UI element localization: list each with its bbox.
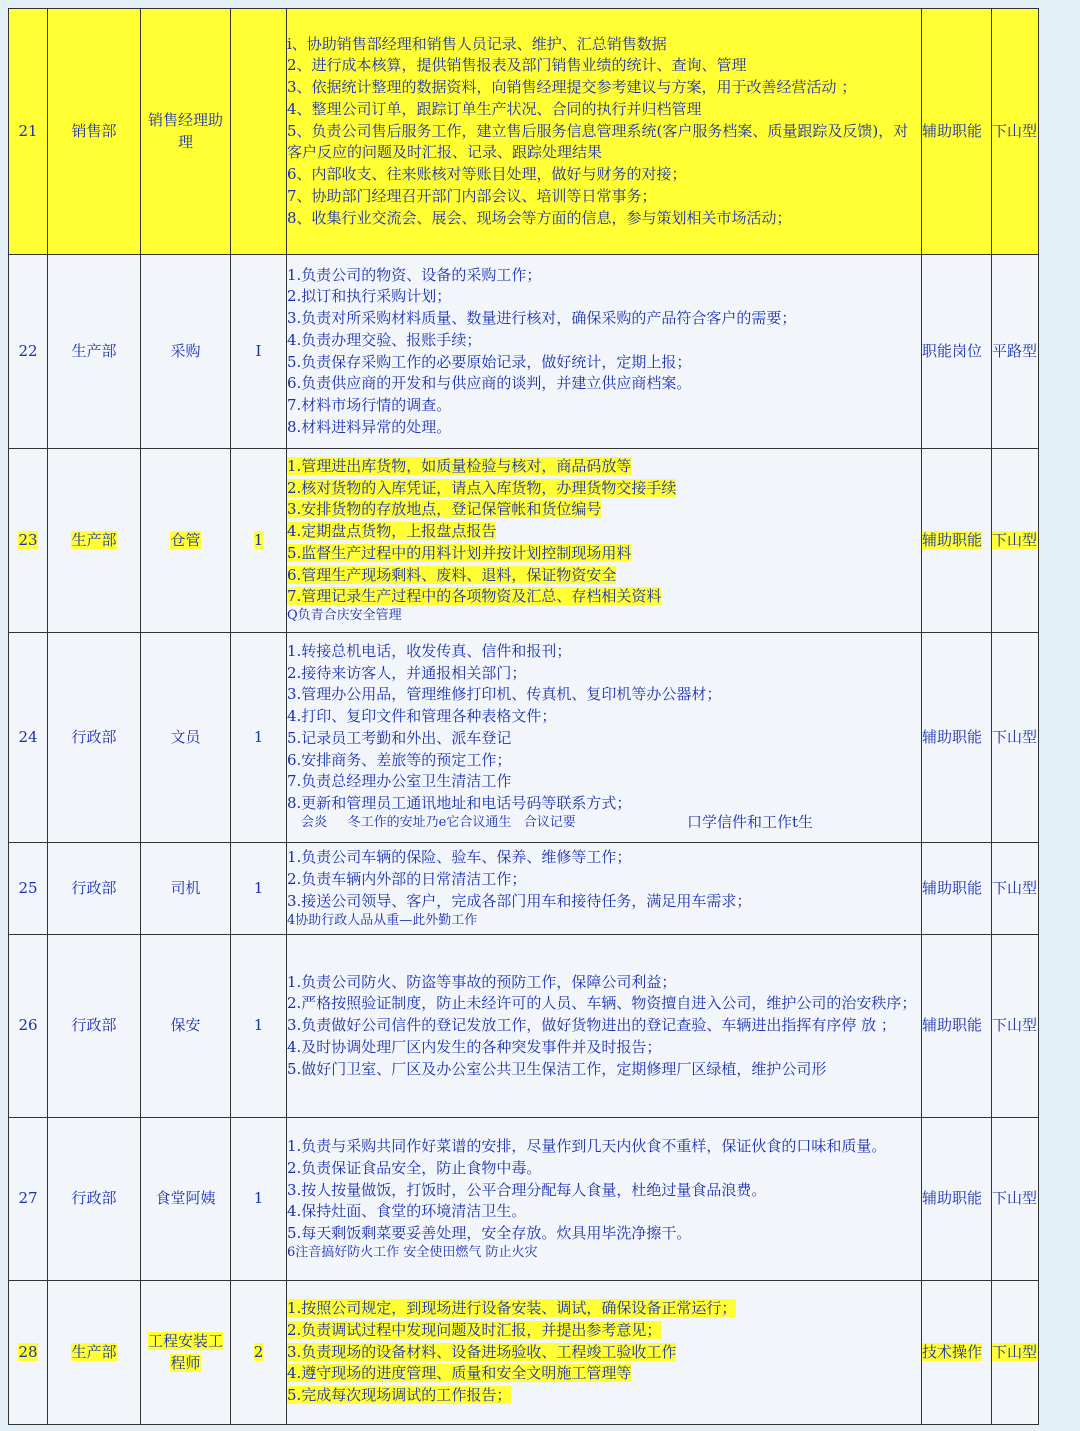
duty-item: 7.负责总经理办公室卫生清洁工作 bbox=[287, 772, 512, 791]
career-type-cell: 下山型 bbox=[992, 843, 1039, 935]
headcount-cell: 1 bbox=[231, 633, 287, 843]
duty-item bbox=[287, 586, 921, 608]
headcount-cell bbox=[231, 1281, 287, 1425]
duty-item bbox=[287, 565, 921, 587]
row-number: 27 bbox=[9, 1118, 48, 1281]
duty-item: 6.安排商务、差旅等的预定工作； bbox=[287, 750, 512, 769]
duty-item bbox=[287, 499, 921, 521]
position-cell: 食堂阿姨 bbox=[141, 1118, 231, 1281]
row-number-text: 23 bbox=[18, 530, 38, 549]
department-text: 生产部 bbox=[71, 1342, 117, 1361]
duty-item: 3.负责做好公司信件的登记发放工作，做好货物进出的登记查验、车辆进出指挥有序停 放 ； bbox=[287, 1016, 896, 1035]
row-number: 25 bbox=[9, 843, 48, 935]
duty-text: 5.完成每次现场调试的工作报告； bbox=[287, 1386, 512, 1405]
position-cell: 销售经理助理 bbox=[141, 9, 231, 255]
duty-item bbox=[287, 1385, 921, 1407]
duty-text: 6.管理生产现场剩料、废料、退料，保证物资安全 bbox=[287, 565, 617, 584]
duty-item: 4.及时协调处理厂区内发生的各种突发事件并及时报告； bbox=[287, 1037, 662, 1056]
role-type-cell: 辅助职能 bbox=[922, 9, 992, 255]
headcount-text: 2 bbox=[253, 1342, 264, 1361]
duties-cell bbox=[287, 843, 922, 935]
duty-item: 1.转接总机电话，收发传真、信件和报刊； bbox=[287, 641, 572, 660]
duty-item bbox=[287, 456, 921, 478]
duty-item: 5.做好门卫室、厂区及办公室公共卫生保洁工作，定期修理厂区绿植，维护公司形 bbox=[287, 1059, 827, 1078]
headcount-cell bbox=[231, 9, 287, 255]
duties-cell bbox=[287, 449, 922, 633]
department-cell: 行政部 bbox=[48, 1118, 141, 1281]
duty-note: 会炎 冬工作的安址乃e它合议通生 合议记要 bbox=[301, 814, 576, 830]
duties-cell bbox=[287, 9, 922, 255]
career-type-cell bbox=[992, 1281, 1039, 1425]
department-cell: 销售部 bbox=[48, 9, 141, 255]
role-type-cell: 辅助职能 bbox=[922, 1118, 992, 1281]
duties-cell bbox=[287, 1281, 922, 1425]
duty-item: i、协助销售部经理和销售人员记录、维护、汇总销售数据 bbox=[287, 34, 667, 53]
duty-item: 2.严格按照验证制度，防止未经许可的人员、车辆、物资擅自进入公司，维护公司的治安秩序； bbox=[287, 994, 917, 1013]
duty-item bbox=[287, 478, 921, 500]
duty-note-extra: 口学信件和工作t生 bbox=[687, 813, 814, 832]
role-type-cell bbox=[922, 1281, 992, 1425]
position-cell: 保安 bbox=[141, 935, 231, 1118]
job-duties-table bbox=[8, 8, 1039, 1425]
role-type-cell bbox=[922, 449, 992, 633]
duty-item: 2.接待来访客人，并通报相关部门； bbox=[287, 663, 527, 682]
career-type-cell: 下山型 bbox=[992, 633, 1039, 843]
duty-item: 8.更新和管理员工通讯地址和电话号码等联系方式； bbox=[287, 794, 632, 813]
duties-cell bbox=[287, 633, 922, 843]
career-type-cell bbox=[992, 449, 1039, 633]
career-type-cell: 下山型 bbox=[992, 9, 1039, 255]
position-text: 仓管 bbox=[170, 530, 201, 549]
row-number: 21 bbox=[9, 9, 48, 255]
duty-item bbox=[287, 543, 921, 565]
duty-item: 2.负责车辆内外部的日常清洁工作； bbox=[287, 870, 527, 889]
role-type-text: 辅助职能 bbox=[922, 530, 983, 549]
duty-item: 5.记录员工考勤和外出、派车登记 bbox=[287, 728, 512, 747]
duty-item: 7.材料市场行情的调查。 bbox=[287, 396, 452, 414]
duties-cell bbox=[287, 935, 922, 1118]
duty-item: 2.负责保证食品安全，防止食物中毒。 bbox=[287, 1158, 542, 1177]
role-type-cell: 辅助职能 bbox=[922, 633, 992, 843]
table-row bbox=[9, 449, 1039, 633]
role-type-cell: 辅助职能 bbox=[922, 935, 992, 1118]
role-type-text: 技术操作 bbox=[922, 1342, 983, 1361]
duty-item: 7、协助部门经理召开部门内部会议、培训等日常事务； bbox=[287, 186, 657, 205]
duty-item: 4.保持灶面、食堂的环境清洁卫生。 bbox=[287, 1202, 527, 1221]
duty-item: 2、进行成本核算，提供销售报表及部门销售业绩的统计、查询、管理 bbox=[287, 56, 747, 75]
row-number bbox=[9, 1281, 48, 1425]
row-number-text: 28 bbox=[18, 1342, 38, 1361]
duty-item bbox=[287, 1298, 921, 1320]
duty-text: 3.负责现场的设备材料、设备进场验收、工程竣工验收工作 bbox=[287, 1342, 677, 1361]
department-cell: 生产部 bbox=[48, 255, 141, 449]
table-row bbox=[9, 843, 1039, 935]
position-cell: 采购 bbox=[141, 255, 231, 449]
duties-cell bbox=[287, 255, 922, 449]
duty-note: 4协助行政人品从重—此外勤工作 bbox=[287, 912, 478, 928]
duty-note: Q负青合庆安全管理 bbox=[287, 608, 402, 624]
duty-item: 5、负责公司售后服务工作，建立售后服务信息管理系统(客户服务档案、质量跟踪及反馈)，对客户反应的问题及时汇报、记录、跟踪处理结果 bbox=[287, 121, 909, 162]
duty-item: 8、收集行业交流会、展会、现场会等方面的信息，参与策划相关市场活动； bbox=[287, 208, 792, 227]
duty-note: 6注音搞好防火工作 安全使田燃气 防止火灾 bbox=[287, 1244, 538, 1260]
table-row bbox=[9, 1281, 1039, 1425]
duty-item: 5.负责保存采购工作的必要原始记录，做好统计，定期上报； bbox=[287, 352, 692, 371]
headcount-cell: 1 bbox=[231, 935, 287, 1118]
duty-item bbox=[287, 521, 921, 543]
duty-text: 1.管理进出库货物，如质量检验与核对，商品码放等 bbox=[287, 456, 632, 475]
duty-item: 4、整理公司订单，跟踪订单生产状况、合同的执行并归档管理 bbox=[287, 99, 702, 118]
row-number: 22 bbox=[9, 255, 48, 449]
duty-item bbox=[287, 1342, 921, 1364]
department-cell: 行政部 bbox=[48, 633, 141, 843]
duty-text: 4.定期盘点货物，上报盘点报告 bbox=[287, 522, 497, 541]
duty-item: 4.负责办理交验、报账手续； bbox=[287, 330, 482, 349]
duties-cell bbox=[287, 1118, 922, 1281]
duty-item: 8.材料进料异常的处理。 bbox=[287, 417, 452, 436]
position-cell: 司机 bbox=[141, 843, 231, 935]
position-cell bbox=[141, 449, 231, 633]
department-text: 生产部 bbox=[71, 530, 117, 549]
headcount-cell: I bbox=[231, 255, 287, 449]
duty-item: 2.拟订和执行采购计划； bbox=[287, 287, 452, 306]
headcount-text: 1 bbox=[253, 530, 264, 549]
duty-item: 5.每天剩饭剩菜要妥善处理，安全存放。炊具用毕洗净擦干。 bbox=[287, 1224, 692, 1243]
career-type-cell: 平路型 bbox=[992, 255, 1039, 449]
duty-text: 3.安排货物的存放地点，登记保管帐和货位编号 bbox=[287, 500, 602, 519]
duty-item: 3.接送公司领导、客户，完成各部门用车和接待任务，满足用车需求； bbox=[287, 891, 752, 910]
department-cell bbox=[48, 1281, 141, 1425]
duty-item: 3、依据统计整理的数据资料，向销售经理提交参考建议与方案，用于改善经营活动 ； bbox=[287, 78, 857, 97]
duty-item bbox=[287, 1320, 921, 1342]
duty-text: 7.管理记录生产过程中的各项物资及汇总、存档相关资料 bbox=[287, 587, 662, 606]
table-row bbox=[9, 935, 1039, 1118]
row-number: 24 bbox=[9, 633, 48, 843]
headcount-cell bbox=[231, 449, 287, 633]
duty-item: 3.管理办公用品，管理维修打印机、传真机、复印机等办公器材； bbox=[287, 685, 722, 704]
duty-text: 1.按照公司规定，到现场进行设备安装、调试，确保设备正常运行； bbox=[287, 1299, 737, 1318]
position-cell bbox=[141, 1281, 231, 1425]
role-type-cell: 辅助职能 bbox=[922, 843, 992, 935]
headcount-cell: 1 bbox=[231, 1118, 287, 1281]
headcount-cell: 1 bbox=[231, 843, 287, 935]
row-number bbox=[9, 449, 48, 633]
role-type-cell: 职能岗位 bbox=[922, 255, 992, 449]
duty-item: 1.负责与采购共同作好菜谱的安排，尽量作到几天内伙食不重样，保证伙食的口味和质量。 bbox=[287, 1137, 887, 1156]
duty-item: 3.负责对所采购材料质量、数量进行核对，确保采购的产品符合客户的需要； bbox=[287, 309, 797, 327]
department-cell: 行政部 bbox=[48, 935, 141, 1118]
duty-text: 2.负责调试过程中发现问题及时汇报，并提出参考意见； bbox=[287, 1320, 662, 1339]
career-type-text: 下山型 bbox=[992, 1342, 1038, 1361]
career-type-text: 下山型 bbox=[992, 530, 1038, 549]
duty-item: 1.负责公司车辆的保险、验车、保养、维修等工作； bbox=[287, 848, 632, 867]
duty-item: 4.打印、复印文件和管理各种表格文件； bbox=[287, 707, 557, 726]
table-row bbox=[9, 9, 1039, 255]
position-text: 工程安装工程师 bbox=[147, 1331, 223, 1372]
duty-item: 1.负责公司防火、防盗等事故的预防工作，保障公司利益； bbox=[287, 972, 677, 991]
career-type-cell: 下山型 bbox=[992, 935, 1039, 1118]
duty-text: 5.监督生产过程中的用料计划并按计划控制现场用料 bbox=[287, 543, 632, 562]
duty-item: 3.按人按量做饭，打饭时，公平合理分配每人食量，杜绝过量食品浪费。 bbox=[287, 1180, 767, 1199]
position-cell: 文员 bbox=[141, 633, 231, 843]
career-type-cell: 下山型 bbox=[992, 1118, 1039, 1281]
department-cell: 行政部 bbox=[48, 843, 141, 935]
table-row bbox=[9, 633, 1039, 843]
duty-item: 6、内部收支、往来账核对等账目处理，做好与财务的对接； bbox=[287, 165, 687, 184]
department-cell bbox=[48, 449, 141, 633]
row-number: 26 bbox=[9, 935, 48, 1118]
duty-item bbox=[287, 1363, 921, 1385]
table-row bbox=[9, 1118, 1039, 1281]
table-row bbox=[9, 255, 1039, 449]
duty-text: 2.核对货物的入库凭证，请点入库货物，办理货物交接手续 bbox=[287, 478, 677, 497]
duty-text: 4.遵守现场的进度管理、质量和安全文明施工管理等 bbox=[287, 1364, 632, 1383]
duty-item: 1.负责公司的物资、设备的采购工作； bbox=[287, 265, 542, 284]
duty-item: 6.负责供应商的开发和与供应商的谈判，并建立供应商档案。 bbox=[287, 374, 692, 393]
